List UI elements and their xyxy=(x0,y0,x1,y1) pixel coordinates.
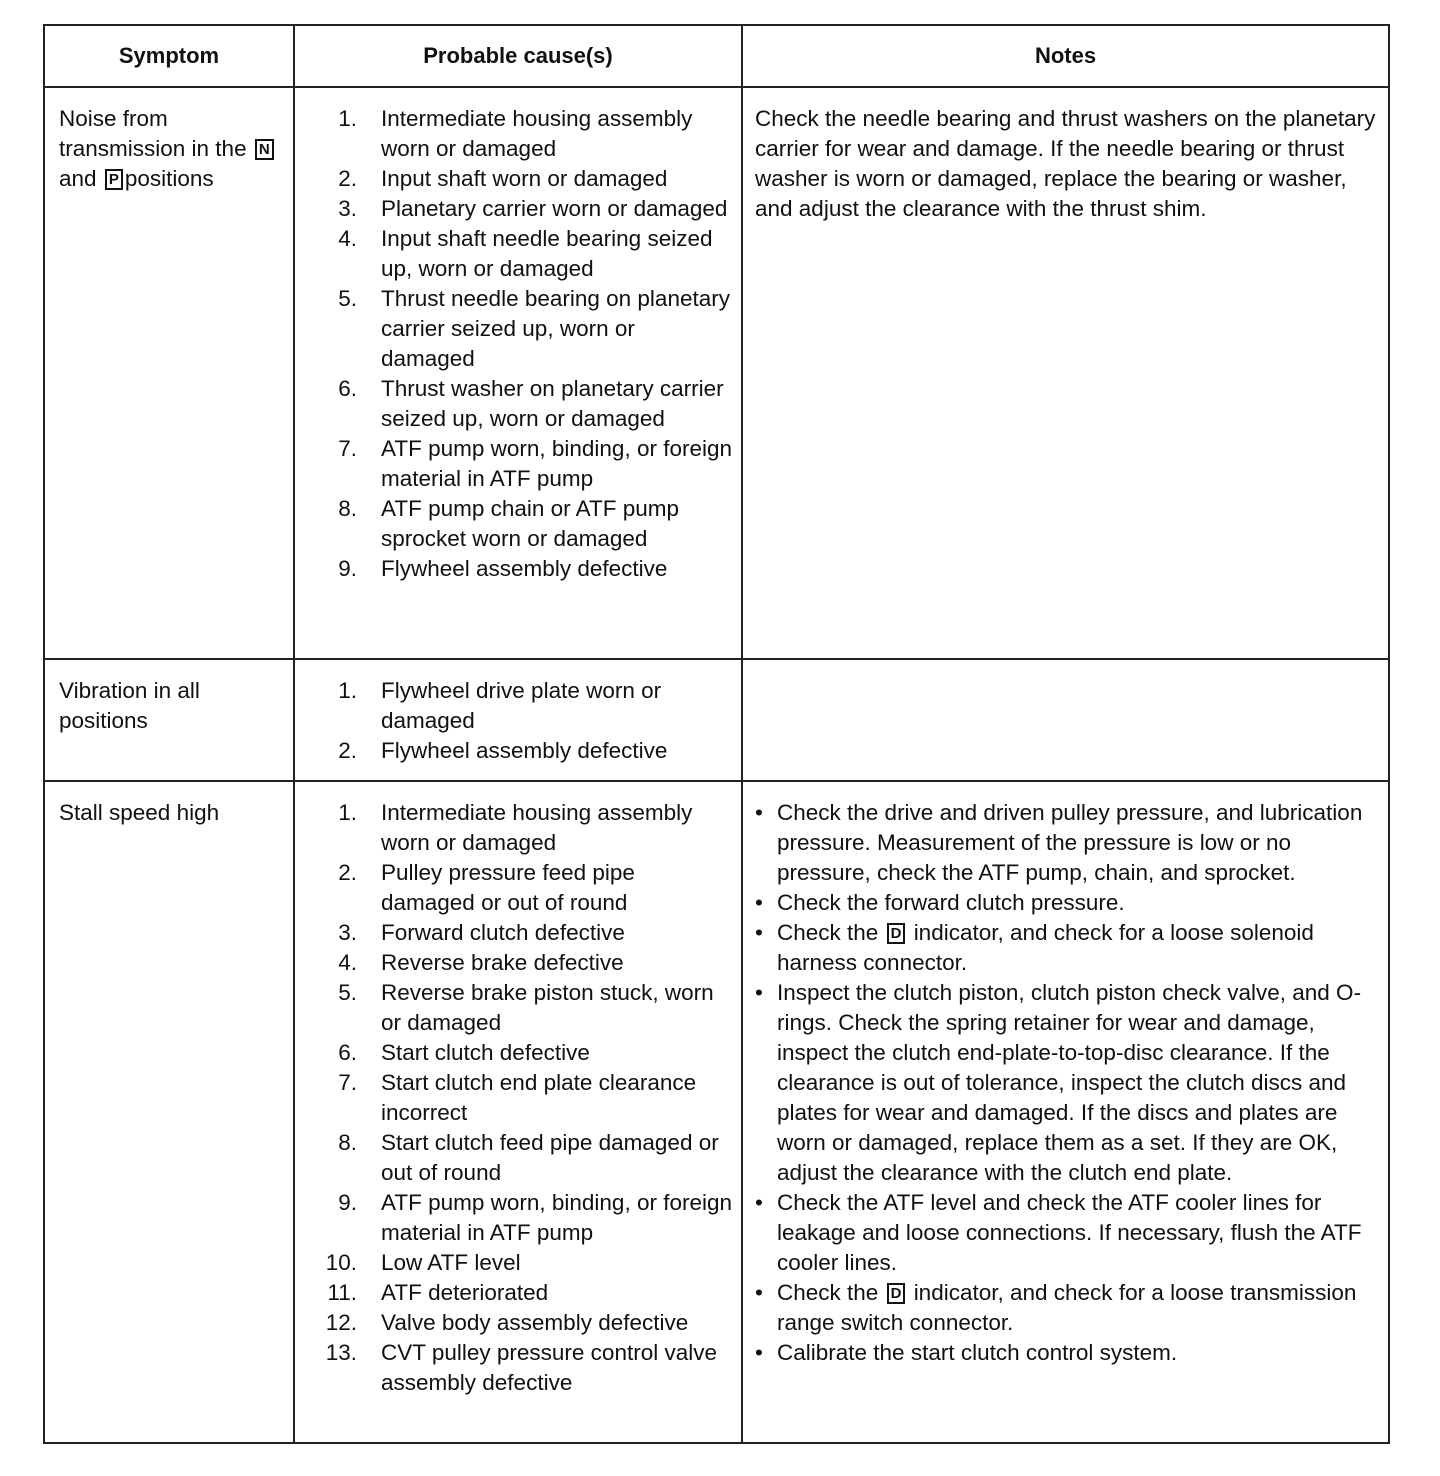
list-item xyxy=(295,858,733,918)
note-text xyxy=(777,1278,1382,1338)
troubleshooting-table xyxy=(43,24,1390,1444)
cause-text: ATF pump worn, binding, or foreign material in ATF pump xyxy=(381,1190,733,1245)
cause-number: 2. xyxy=(338,738,357,763)
causes-cell xyxy=(294,87,742,659)
note-text xyxy=(777,918,1382,978)
bullet-icon: • xyxy=(755,890,763,915)
cause-number: 1. xyxy=(338,678,357,703)
cause-text: Input shaft needle bearing seized up, worn or damaged xyxy=(381,226,713,281)
cause-number: 1. xyxy=(338,106,357,131)
cause-text: Valve body assembly defective xyxy=(381,1310,689,1335)
cause-text: Reverse brake defective xyxy=(381,950,624,975)
symptom-text: Stall speed high xyxy=(59,800,220,825)
bullet-icon: • xyxy=(755,1280,763,1305)
cause-list xyxy=(295,676,733,766)
list-item xyxy=(295,676,733,736)
list-item xyxy=(755,1278,1382,1338)
cause-text: CVT pulley pressure control valve assembly defective xyxy=(381,1340,717,1395)
list-item xyxy=(755,798,1382,888)
list-item xyxy=(295,798,733,858)
list-item xyxy=(295,1038,733,1068)
list-item xyxy=(295,1188,733,1248)
header-notes: Notes xyxy=(742,25,1389,87)
cause-text: ATF pump worn, binding, or foreign material in ATF pump xyxy=(381,436,733,491)
cause-number: 9. xyxy=(338,1190,357,1215)
cause-text: ATF pump chain or ATF pump sprocket worn or damaged xyxy=(381,496,680,551)
cause-number: 1. xyxy=(338,800,357,825)
cause-text: Intermediate housing assembly worn or damaged xyxy=(381,106,693,161)
bullet-icon: • xyxy=(755,920,763,945)
table-row xyxy=(44,659,1389,781)
n-position-icon: N xyxy=(255,139,274,160)
cause-number: 3. xyxy=(338,920,357,945)
cause-number: 5. xyxy=(338,286,357,311)
note-text-before: Check the xyxy=(777,1280,879,1305)
symptom-cell xyxy=(44,781,294,1443)
cause-list xyxy=(295,798,733,1398)
list-item xyxy=(295,1068,733,1128)
cause-text: Flywheel assembly defective xyxy=(381,738,668,763)
list-item xyxy=(295,978,733,1038)
symptom-text: positions xyxy=(124,166,214,191)
list-item xyxy=(755,1188,1382,1278)
cause-number: 2. xyxy=(338,860,357,885)
list-item xyxy=(755,1338,1382,1368)
cause-number: 2. xyxy=(338,166,357,191)
note-text: Calibrate the start clutch control system. xyxy=(777,1340,1178,1365)
symptom-text: Vibration in all positions xyxy=(59,678,200,733)
list-item xyxy=(295,1128,733,1188)
bullet-icon: • xyxy=(755,800,763,825)
cause-number: 13. xyxy=(325,1340,357,1365)
cause-number: 3. xyxy=(338,196,357,221)
header-causes: Probable cause(s) xyxy=(294,25,742,87)
list-item xyxy=(295,164,733,194)
list-item xyxy=(295,1248,733,1278)
cause-text: Low ATF level xyxy=(381,1250,521,1275)
list-item xyxy=(295,1278,733,1308)
note-text-after: indicator, and check for a loose transmission range switch connector. xyxy=(777,1280,1357,1335)
notes-cell xyxy=(742,659,1389,781)
list-item xyxy=(295,104,733,164)
cause-number: 6. xyxy=(338,376,357,401)
note-text: Check the forward clutch pressure. xyxy=(777,890,1125,915)
list-item xyxy=(755,978,1382,1188)
causes-cell xyxy=(294,781,742,1443)
cause-number: 6. xyxy=(338,1040,357,1065)
table-row xyxy=(44,87,1389,659)
cause-text: Thrust washer on planetary carrier seized up, worn or damaged xyxy=(381,376,724,431)
cause-text: Forward clutch defective xyxy=(381,920,625,945)
list-item xyxy=(295,918,733,948)
cause-number: 9. xyxy=(338,556,357,581)
note-text: Inspect the clutch piston, clutch piston check valve, and O-rings. Check the spring retainer for wear and damage, inspect the clutch end-plate-to-top-disc clearance. If the clearance is out of tolerance, inspect the clutch discs and plates for wear and damaged. If the discs and plates are worn or damaged, replace them as a set. If they are OK, adjust the clearance with the clutch end plate. xyxy=(777,980,1362,1185)
header-symptom: Symptom xyxy=(44,25,294,87)
cause-number: 7. xyxy=(338,436,357,461)
list-item xyxy=(295,1308,733,1338)
note-text: Check the ATF level and check the ATF cooler lines for leakage and loose connections. If necessary, flush the ATF cooler lines. xyxy=(777,1190,1362,1275)
list-item xyxy=(295,374,733,434)
cause-text: ATF deteriorated xyxy=(381,1280,549,1305)
cause-text: Start clutch defective xyxy=(381,1040,590,1065)
note-text-after: indicator, and check for a loose solenoid harness connector. xyxy=(777,920,1314,975)
list-item xyxy=(295,1338,733,1398)
cause-list xyxy=(295,104,733,584)
cause-number: 8. xyxy=(338,496,357,521)
list-item xyxy=(295,736,733,766)
header-row xyxy=(44,25,1389,87)
cause-number: 8. xyxy=(338,1130,357,1155)
cause-text: Flywheel assembly defective xyxy=(381,556,668,581)
symptom-text: Noise from transmission in the xyxy=(59,106,247,161)
notes-list xyxy=(755,798,1382,1368)
cause-text: Input shaft worn or damaged xyxy=(381,166,668,191)
table-row xyxy=(44,781,1389,1443)
cause-number: 11. xyxy=(327,1280,357,1305)
list-item xyxy=(295,494,733,554)
list-item xyxy=(295,284,733,374)
symptom-cell xyxy=(44,87,294,659)
cause-number: 12. xyxy=(325,1310,357,1335)
bullet-icon: • xyxy=(755,1340,763,1365)
list-item xyxy=(755,888,1382,918)
list-item xyxy=(755,918,1382,978)
cause-number: 10. xyxy=(325,1250,357,1275)
cause-text: Start clutch feed pipe damaged or out of round xyxy=(381,1130,719,1185)
note-text: Check the drive and driven pulley pressure, and lubrication pressure. Measurement of the pressure is low or no pressure, check the ATF pump, chain, and sprocket. xyxy=(777,800,1363,885)
cause-number: 7. xyxy=(338,1070,357,1095)
notes-cell xyxy=(742,87,1389,659)
note-text-before: Check the xyxy=(777,920,879,945)
symptom-cell xyxy=(44,659,294,781)
notes-cell xyxy=(742,781,1389,1443)
cause-text: Pulley pressure feed pipe damaged or out of round xyxy=(381,860,635,915)
list-item xyxy=(295,948,733,978)
bullet-icon: • xyxy=(755,980,763,1005)
cause-text: Planetary carrier worn or damaged xyxy=(381,196,728,221)
cause-text: Flywheel drive plate worn or damaged xyxy=(381,678,662,733)
list-item xyxy=(295,554,733,584)
cause-number: 5. xyxy=(338,980,357,1005)
notes-text: Check the needle bearing and thrust washers on the planetary carrier for wear and damage. If the needle bearing or thrust washer is worn or damaged, replace the bearing or washer, and adjust the clearance with the thrust shim. xyxy=(755,106,1376,221)
cause-number: 4. xyxy=(338,226,357,251)
d-indicator-icon: D xyxy=(887,1283,906,1304)
list-item xyxy=(295,224,733,284)
p-position-icon: P xyxy=(105,169,123,190)
cause-number: 4. xyxy=(338,950,357,975)
bullet-icon: • xyxy=(755,1190,763,1215)
cause-text: Reverse brake piston stuck, worn or damaged xyxy=(381,980,714,1035)
d-indicator-icon: D xyxy=(887,923,906,944)
cause-text: Start clutch end plate clearance incorrect xyxy=(381,1070,697,1125)
list-item xyxy=(295,434,733,494)
causes-cell xyxy=(294,659,742,781)
cause-text: Intermediate housing assembly worn or damaged xyxy=(381,800,693,855)
symptom-text: and xyxy=(59,166,97,191)
cause-text: Thrust needle bearing on planetary carrier seized up, worn or damaged xyxy=(381,286,730,371)
list-item xyxy=(295,194,733,224)
